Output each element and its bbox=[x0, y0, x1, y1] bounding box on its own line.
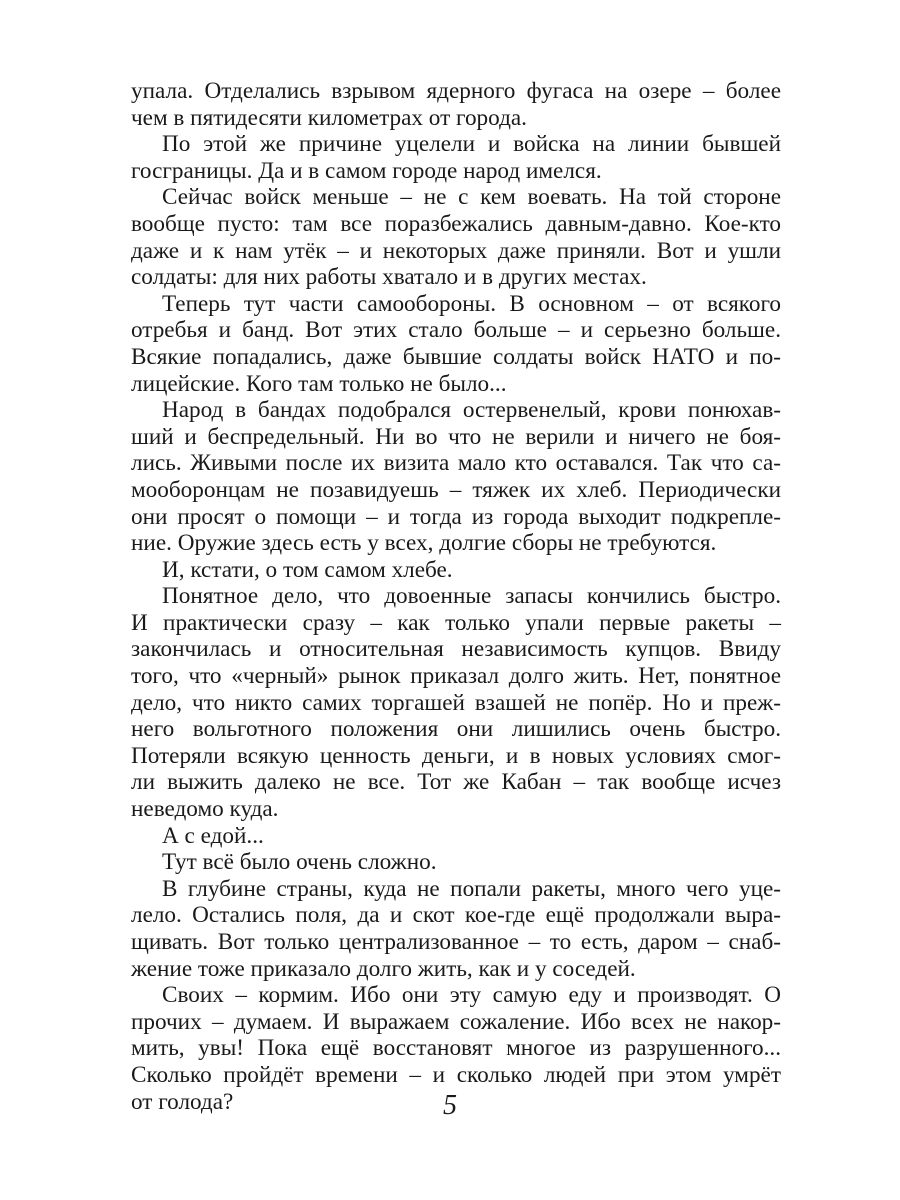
text-line: жение тоже приказало долго жить, как и у соседей. bbox=[131, 955, 636, 982]
text-line: они просят о помощи – и тогда из города выходит подкрепле- bbox=[131, 503, 781, 530]
text-line: И практически сразу – как только упали первые ракеты – bbox=[131, 609, 781, 636]
text-line: того, что «черный» рынок приказал долго жить. Нет, понятное bbox=[131, 663, 781, 690]
text-line: лицейские. Кого там только не было... bbox=[131, 370, 507, 397]
text-line: щивать. Вот только централизованное – то есть, даром – снаб- bbox=[131, 929, 781, 955]
text-line: Сейчас войск меньше – не с кем воевать. На той стороне bbox=[162, 184, 781, 211]
text-line: отребья и банд. Вот этих стало больше – и серьезно больше. bbox=[131, 317, 781, 344]
text-line: Потеряли всякую ценность деньги, и в новых условиях смог- bbox=[131, 742, 781, 769]
text-line: По этой же причине уцелели и войска на линии бывшей bbox=[162, 131, 781, 158]
text-line: И, кстати, о том самом хлебе. bbox=[162, 556, 453, 583]
text-line: вообще пусто: там все поразбежались давным-давно. Кое-кто bbox=[131, 210, 781, 237]
body-text bbox=[131, 78, 781, 1115]
text-line: упала. Отделались взрывом ядерного фугаса на озере – более bbox=[131, 78, 781, 104]
text-line: чем в пятидесяти километрах от города. bbox=[131, 104, 527, 131]
text-line: мооборонцам не позавидуешь – тяжек их хлеб. Периодически bbox=[131, 476, 781, 503]
text-line: дело, что никто самих торгашей взашей не попёр. Но и преж- bbox=[131, 689, 781, 716]
text-line: Тут всё было очень сложно. bbox=[162, 849, 437, 876]
text-line: от голода? bbox=[131, 1088, 234, 1115]
text-line: Понятное дело, что довоенные запасы кончились быстро. bbox=[162, 583, 781, 610]
text-line: прочих – думаем. И выражаем сожаление. Ибо всех не накор- bbox=[131, 1008, 781, 1035]
text-line: ли выжить далеко не все. Тот же Кабан – так вообще исчез bbox=[131, 769, 781, 796]
text-line: лело. Остались поля, да и скот кое-где ещё продолжали выра- bbox=[131, 902, 781, 929]
text-line: ший и беспредельный. Ни во что не верили и ничего не боя- bbox=[131, 423, 781, 450]
text-line: закончилась и относительная независимость купцов. Ввиду bbox=[131, 636, 781, 663]
text-line: Сколько пройдёт времени – и сколько людей при этом умрёт bbox=[131, 1061, 781, 1088]
text-line: мить, увы! Пока ещё восстановят многое из разрушенного... bbox=[131, 1035, 781, 1062]
text-line: Народ в бандах подобрался остервенелый, крови понюхав- bbox=[162, 397, 781, 424]
text-line: Своих – кормим. Ибо они эту самую еду и производят. О bbox=[162, 982, 781, 1009]
text-line: Всякие попадались, даже бывшие солдаты войск НАТО и по- bbox=[131, 343, 781, 370]
text-line: лись. Живыми после их визита мало кто оставался. Так что са- bbox=[131, 450, 781, 477]
text-line: ние. Оружие здесь есть у всех, долгие сборы не требуются. bbox=[131, 530, 717, 557]
text-line: неведомо куда. bbox=[131, 796, 279, 823]
text-line: А с едой... bbox=[162, 822, 264, 849]
text-line: него вольготного положения они лишились очень быстро. bbox=[131, 716, 781, 743]
text-line: В глубине страны, куда не попали ракеты, много чего уце- bbox=[162, 875, 781, 902]
text-line: Теперь тут части самообороны. В основном – от всякого bbox=[162, 290, 781, 317]
page-number: 5 bbox=[443, 1090, 457, 1121]
text-line: солдаты: для них работы хватало и в других местах. bbox=[131, 264, 647, 291]
text-line: госграницы. Да и в самом городе народ имелся. bbox=[131, 157, 602, 184]
text-line: даже и к нам утёк – и некоторых даже приняли. Вот и ушли bbox=[131, 237, 781, 264]
